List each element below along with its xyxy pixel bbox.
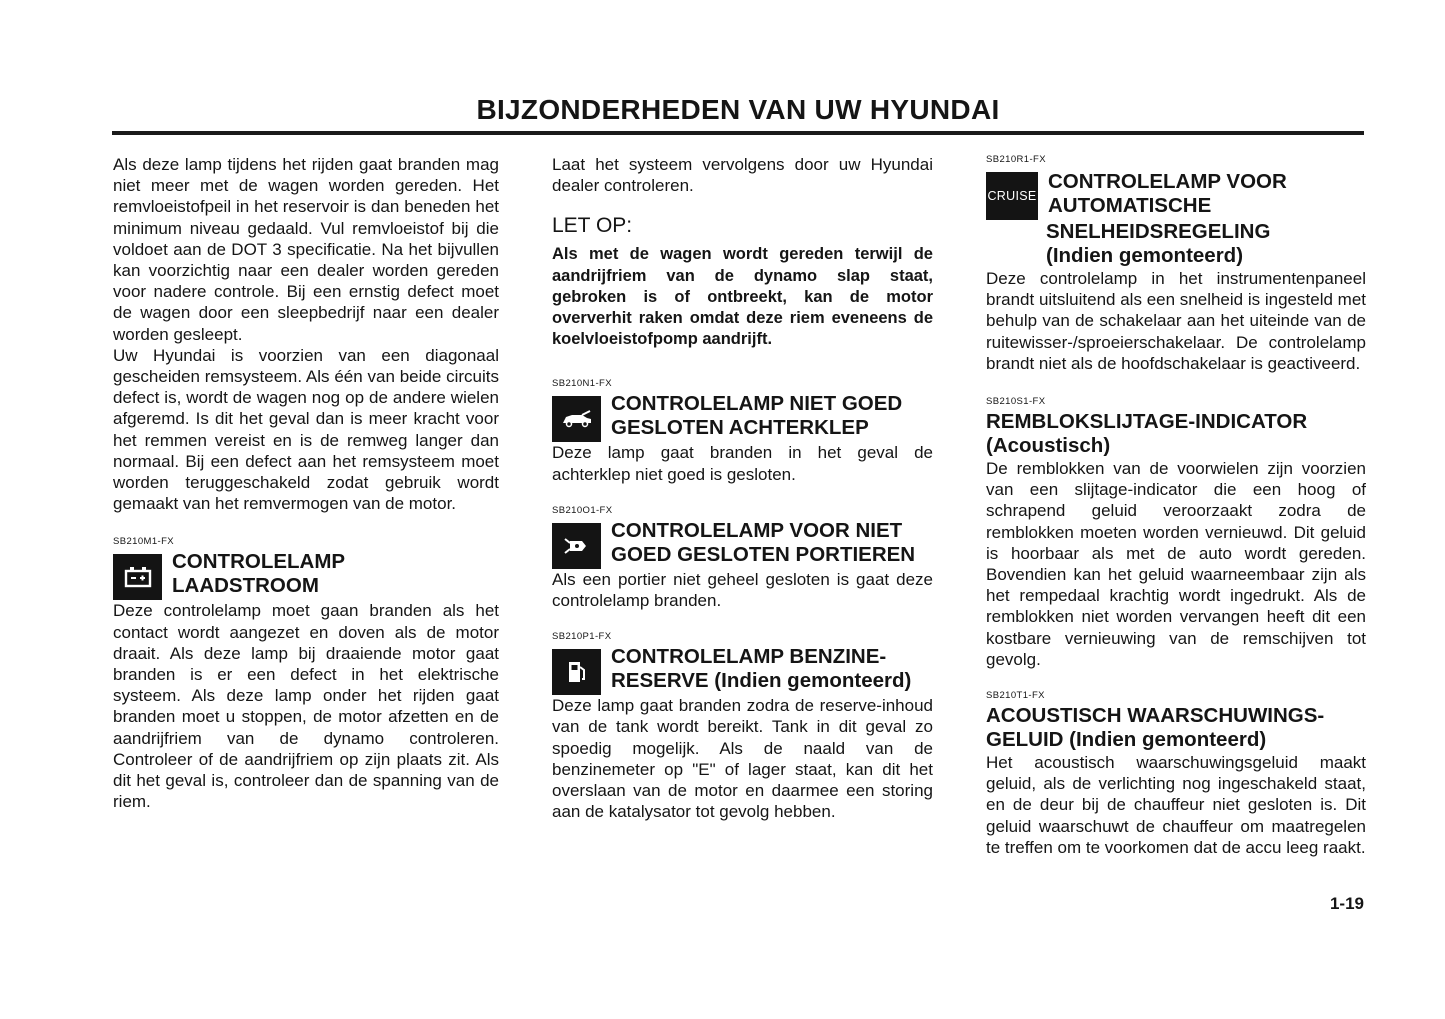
brake-fluid-paragraph: Als deze lamp tijdens het rijden gaat branden mag niet meer met de wagen worden gereden. Het remvloeistofpeil in het reservoir is dan beneden het minimum niveau gedaald. Vul remvloeistof bij die voldoet aan de DOT 3 specificatie. Na het bijvullen kan voorzichtig naar een dealer worden gereden voor nadere controle. Bij een ernstig defect moet de wagen door een sleepbedrijf naar een dealer worden gesleept. [113,155,499,344]
section-title: (Acoustisch) [986,434,1111,458]
section-title: CONTROLELAMP BENZINE- [611,645,887,669]
section-body: Deze lamp gaat branden zodra de reserve-inhoud van de tank wordt bereikt. Tank in dit geval zo spoedig mogelijk. Als de naald van de benzinemeter op "E" of lager staat, kan dit het overslaan van de motor en daarmee een storing aan de katalysator tot gevolg hebben. [552,696,933,822]
section-trunk-lamp [552,378,933,484]
intro-paragraph: Laat het systeem vervolgens door uw Hyundai dealer controleren. [552,155,933,196]
section-body: Als een portier niet geheel gesloten is gaat deze controlelamp branden. [552,569,933,611]
trunk-open-icon [552,396,601,442]
fuel-pump-icon [552,649,601,695]
section-code: SB210O1-FX [552,504,613,516]
section-body: De remblokken van de voorwielen zijn voorzien van een slijtage-indicator die een hoog of schrapend geluid veroorzaakt zodra de remblokken moeten worden vernieuwd. Dit geluid is hoorbaar als met de auto wordt gereden. Bovendien kan het geluid waarneembaar zijn als het rempedaal krachtig wordt ingedrukt. Als de remblokken niet worden vervangen heeft dit een kostbare vernieuwing van de remschijven tot gevolg. [986,459,1366,669]
section-title: SNELHEIDSREGELING [1046,220,1271,243]
section-code: SB210S1-FX [986,396,1046,408]
section-body: Deze controlelamp in het instrumentenpaneel brandt uitsluitend als een snelheid is ingesteld met behulp van de schakelaar aan het uiteinde van de ruitewisser-/sproeierschakelaar. De controlelamp brandt niet als de hoofdschakelaar is geactiveerd. [986,269,1366,373]
section-heading [113,550,499,600]
section-title: GESLOTEN ACHTERKLEP [611,416,869,440]
section-title: CONTROLELAMP [172,550,346,574]
section-title: LAADSTROOM [172,574,319,598]
page-title: BIJZONDERHEDEN VAN UW HYUNDAI [476,94,1000,125]
brake-system-paragraph: Uw Hyundai is voorzien van een diagonaal gescheiden remsysteem. Als één van beide circuits defect is, wordt de wagen nog op de andere wielen afgeremd. Is dit het geval dan is meer kracht voor het remmen vereist en is de remweg langer dan normaal. Bij een defect aan het remsysteem moet worden teruggeschakeld zodat gebruik wordt gemaakt van het remvermogen van de motor. [113,345,499,514]
section-warning-sound [986,690,1366,858]
page-number: 1-19 [1329,894,1364,913]
section-body: Deze lamp gaat branden in het geval de achterklep niet goed is gesloten. [552,443,933,484]
section-title: AUTOMATISCHE [1048,194,1212,217]
section-title: (Indien gemonteerd) [1046,244,1244,267]
section-body: Deze controlelamp moet gaan branden als het contact wordt aangezet en doven als de motor draait. Als deze lamp bij draaiende motor gaat branden is er een defect in het elektrische systeem. Als deze lamp onder het rijden gaat branden moet u stoppen, de motor afzetten en de aandrijfriem van de dynamo controleren. Controleer of de aandrijfriem op zijn plaats zit. Als dit het geval is, controleer dan de spanning van de riem. [113,601,499,812]
battery-icon [113,554,162,600]
column-1 [113,154,499,812]
section-title: CONTROLELAMP VOOR NIET [611,518,903,542]
warning-text: Als met de wagen wordt gereden terwijl de aandrijfriem van de dynamo slap staat, gebroken is of ontbreekt, kan de motor oververhit raken omdat deze riem eveneens de koelvloeistofpomp aandrijft. [552,245,933,349]
section-heading [552,519,933,569]
header-rule [112,131,1364,135]
column-2 [552,154,933,822]
section-charge-lamp [113,536,499,812]
section-fuel-lamp [552,631,933,822]
section-heading [552,645,933,695]
warning-label: LET OP: [552,214,633,238]
section-cruise-lamp [986,154,1366,374]
door-open-icon [552,523,601,569]
cruise-icon: CRUISE [986,172,1038,220]
section-title: REMBLOKSLIJTAGE-INDICATOR [986,410,1308,434]
section-heading [986,168,1366,220]
section-code: SB210N1-FX [552,378,612,390]
section-title: RESERVE (Indien gemonteerd) [611,669,912,693]
section-title: CONTROLELAMP VOOR [1048,170,1287,193]
section-code: SB210R1-FX [986,154,1046,165]
column-3 [986,154,1366,858]
section-door-lamp [552,505,933,611]
section-brake-indicator [986,396,1366,670]
section-code: SB210P1-FX [552,631,612,643]
section-title: GELUID (Indien gemonteerd) [986,728,1267,752]
section-code: SB210M1-FX [113,536,175,548]
section-body: Het acoustisch waarschuwingsgeluid maakt geluid, als de verlichting nog ingeschakeld staat, en de deur bij de chauffeur niet gesloten is. Dit geluid waarschuwt de chauffeur om maatregelen te treffen om te voorkomen dat de accu leeg raakt. [986,753,1366,857]
section-title: GOED GESLOTEN PORTIEREN [611,542,916,566]
section-title: CONTROLELAMP NIET GOED [611,392,903,416]
section-heading [552,392,933,442]
section-title: ACOUSTISCH WAARSCHUWINGS- [986,704,1325,728]
section-code: SB210T1-FX [986,690,1045,702]
